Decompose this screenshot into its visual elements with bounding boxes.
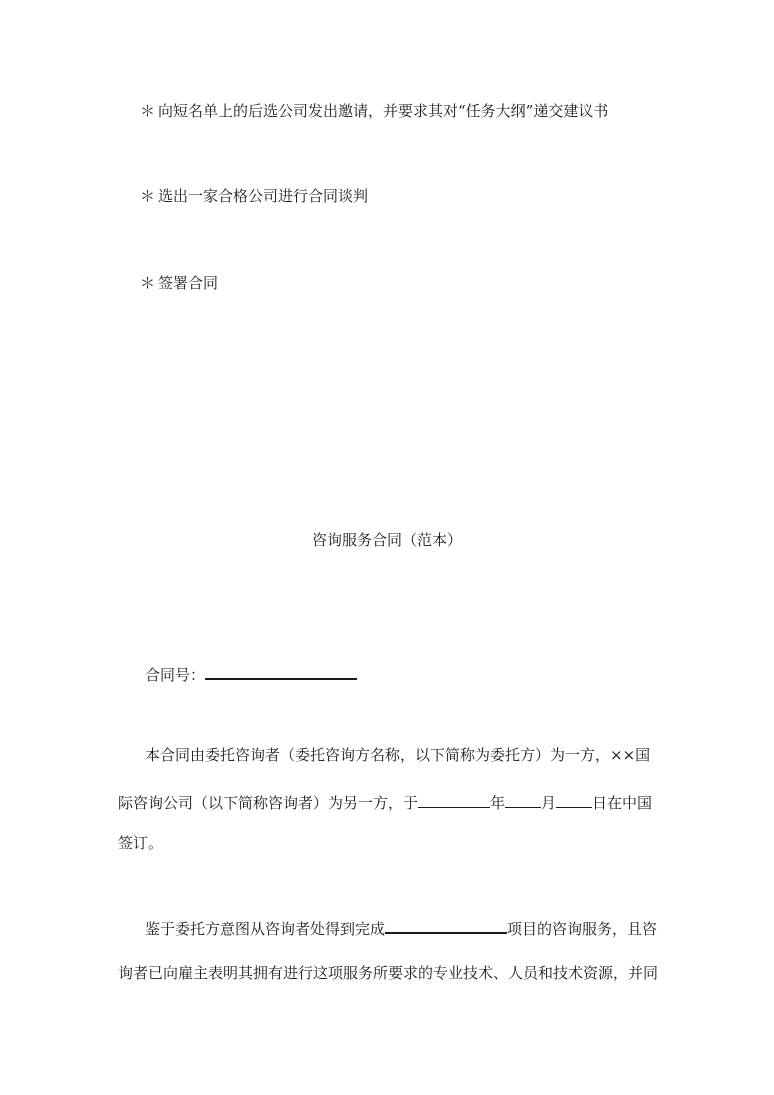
bullet-marker: ＊ <box>140 102 156 120</box>
project-name-blank[interactable] <box>385 917 507 934</box>
bullet-text: 选出一家合格公司进行合同谈判 <box>158 187 369 205</box>
day-label: 日在中国 <box>592 794 653 812</box>
contract-number-blank[interactable] <box>205 663 357 680</box>
paragraph-2-line-2: 询者已向雇主表明其拥有进行这项服务所要求的专业技术、人员和技术资源，并同 <box>118 964 659 982</box>
paragraph-2-line-1 <box>145 917 660 939</box>
month-blank[interactable] <box>505 792 541 808</box>
bullet-item <box>140 101 740 121</box>
bullet-text: 向短名单上的后选公司发出邀请，并要求其对“任务大纲”递交建议书 <box>158 102 609 120</box>
bullet-marker: ＊ <box>140 187 156 205</box>
bullet-text: 签署合同 <box>158 274 219 292</box>
month-label: 月 <box>541 794 557 812</box>
bullet-item <box>140 273 740 293</box>
year-label: 年 <box>490 794 506 812</box>
paragraph-1-line-1: 本合同由委托咨询者（委托咨询方名称，以下简称为委托方）为一方，××国 <box>145 746 651 764</box>
para2-line1-text-a: 鉴于委托方意图从咨询者处得到完成 <box>145 920 386 938</box>
year-blank[interactable] <box>418 792 490 808</box>
paragraph-1-line-2 <box>118 792 663 813</box>
contract-number-line <box>145 663 660 685</box>
bullet-marker: ＊ <box>140 274 156 292</box>
day-blank[interactable] <box>556 792 592 808</box>
bullet-item <box>140 186 740 206</box>
contract-number-label: 合同号： <box>145 666 206 684</box>
para2-line1-text-b: 项目的咨询服务，且咨 <box>507 920 658 938</box>
contract-title: 咨询服务合同（范本） <box>311 531 462 549</box>
para1-line2-text: 际咨询公司（以下简称咨询者）为另一方，于 <box>118 794 419 812</box>
paragraph-1-line-3: 签订。 <box>118 834 164 852</box>
